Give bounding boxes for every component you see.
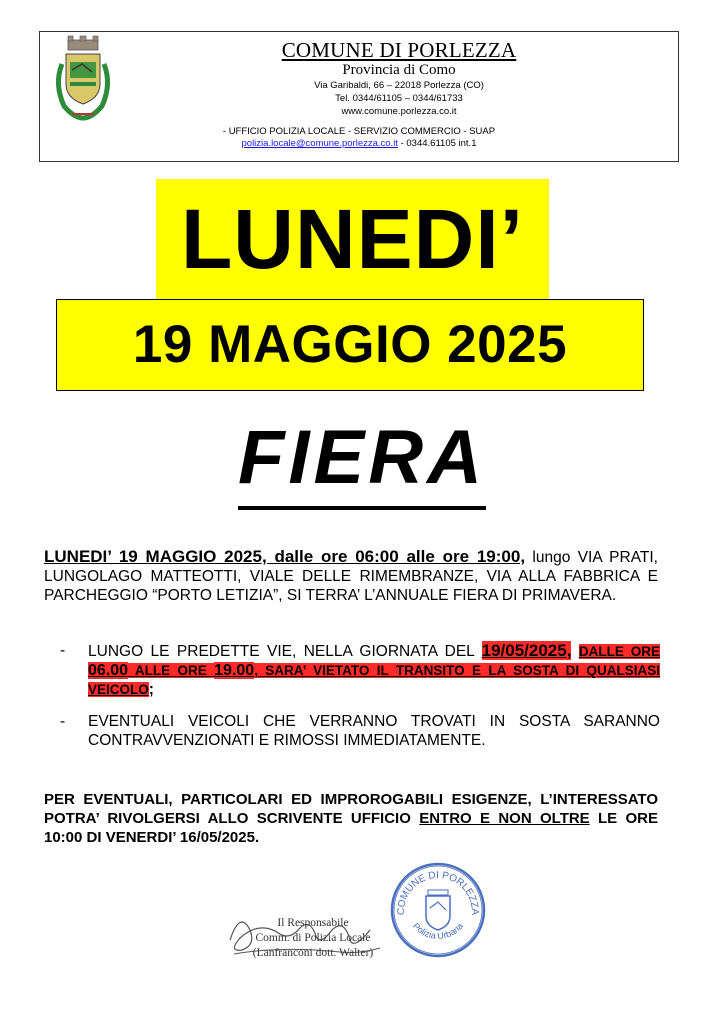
- list-item: [60, 712, 660, 750]
- address: Via Garibaldi, 66 – 22018 Porlezza (CO): [314, 80, 484, 91]
- municipality-name: COMUNE DI PORLEZZA: [281, 38, 517, 62]
- list-item: [60, 641, 660, 699]
- website: www.comune.porlezza.co.it: [341, 106, 457, 117]
- municipal-crest-icon: [48, 34, 118, 122]
- event-title: [0, 412, 724, 510]
- date-banner: [56, 299, 644, 391]
- date-label: 19 MAGGIO 2025: [132, 315, 568, 374]
- item1-date: 19/05/2025,: [481, 641, 572, 660]
- item1-time-end: 19.00: [214, 662, 255, 679]
- item2-text: EVENTUALI VEICOLI CHE VERRANNO TROVATI IN SOSTA SARANNO CONTRAVVENZIONATI E RIMOSSI IMMEDIATAMENTE.: [88, 713, 660, 749]
- event-label: FIERA: [238, 412, 486, 510]
- note-deadline: LE ORE 10:00 DI VENERDI’ 16/05/2025.: [44, 810, 658, 846]
- stamp-text-bottom: Polizia Urbana: [410, 920, 466, 942]
- day-banner: [156, 179, 549, 299]
- deadline-note: [44, 790, 658, 847]
- province: Provincia di Como: [342, 62, 456, 78]
- letterhead-text: [130, 38, 668, 118]
- office-info: [40, 126, 678, 150]
- announcement-paragraph: [44, 547, 658, 605]
- office-phone: - 0344.61105 int.1: [397, 138, 477, 149]
- signer-title: Comm. di Polizia Locale: [255, 932, 371, 944]
- note-text: PER EVENTUALI, PARTICOLARI ED IMPROROGABILI ESIGENZE, L’INTERESSATO POTRA’ RIVOLGERSI ALLO SCRIVENTE UFFICIO: [44, 791, 658, 827]
- signature-block: [248, 916, 378, 961]
- letterhead: [39, 31, 679, 162]
- restrictions-list: [60, 641, 660, 750]
- lead-bold: LUNEDI’ 19 MAGGIO 2025, dalle ore 06:00 alle ore 19:00,: [44, 547, 526, 566]
- day-label: LUNEDI’: [181, 192, 524, 286]
- bullet-dash: -: [60, 713, 66, 730]
- lead-rest: lungo VIA PRATI, LUNGOLAGO MATTEOTTI, VIALE DELLE RIMEMBRANZE, VIA ALLA FABBRICA E PARCHEGGIO “PORTO LETIZIA”, SI TERRA’ L’ANNUALE FIERA DI PRIMAVERA.: [44, 549, 658, 604]
- bullet-dash: -: [60, 642, 66, 659]
- item1-end: ;: [148, 681, 154, 698]
- note-underlined: ENTRO E NON OLTRE: [419, 810, 590, 827]
- item1-text: LUNGO LE PREDETTE VIE, NELLA GIORNATA DEL: [88, 643, 482, 660]
- stamp-text-top: COMUNE DI PORLEZZA: [395, 869, 481, 916]
- item1-from: DALLE ORE: [578, 644, 660, 659]
- signer-role: Il Responsabile: [277, 917, 349, 929]
- official-stamp-icon: [388, 860, 488, 960]
- item1-prohibition: , SARA’ VIETATO IL TRANSITO E LA SOSTA DI QUALSIASI VEICOLO: [88, 663, 660, 697]
- office-name: - UFFICIO POLIZIA LOCALE - SERVIZIO COMMERCIO - SUAP: [222, 126, 496, 137]
- office-contact: [40, 138, 678, 150]
- email-link[interactable]: polizia.locale@comune.porlezza.co.it: [241, 138, 398, 149]
- item1-time-start: 06.00: [88, 662, 129, 679]
- signer-name: (Lanfranconi dott. Walter): [252, 947, 374, 959]
- item1-to: ALLE ORE: [128, 663, 215, 678]
- phone: Tel. 0344/61105 – 0344/61733: [335, 93, 463, 104]
